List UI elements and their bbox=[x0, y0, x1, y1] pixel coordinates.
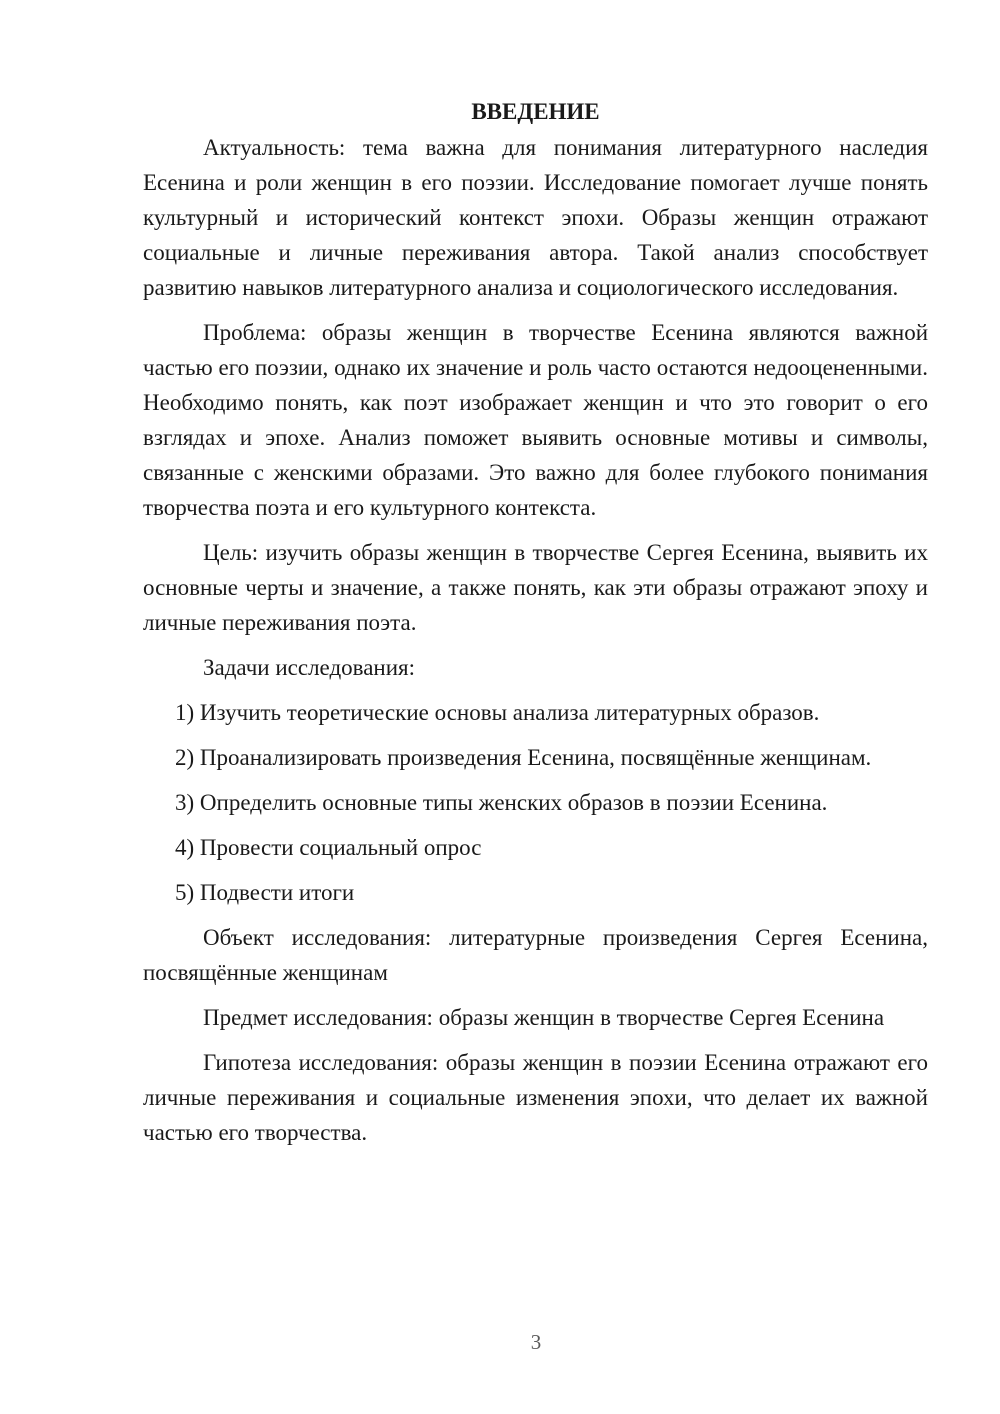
relevance-paragraph: Актуальность: тема важна для понимания литературного наследия Есенина и роли женщин в его поэзии. Исследование помогает лучше понять культурный и исторический контекст эпохи. Образы женщин отражают социальные и личные переживания автора. Такой анализ способствует развитию навыков литературного анализа и социологического исследования. bbox=[143, 135, 928, 300]
page-number: 3 bbox=[530, 1330, 542, 1354]
hypothesis-paragraph: Гипотеза исследования: образы женщин в поэзии Есенина отражают его личные переживания и социальные изменения эпохи, что делает их важной частью его творчества. bbox=[143, 1050, 928, 1145]
problem-paragraph: Проблема: образы женщин в творчестве Есенина являются важной частью его поэзии, однако их значение и роль часто остаются недооцененными. Необходимо понять, как поэт изображает женщин и что это говорит о его взглядах и эпохе. Анализ поможет выявить основные мотивы и символы, связанные с женскими образами. Это важно для более глубокого понимания творчества поэта и его культурного контекста. bbox=[143, 320, 928, 520]
page-content bbox=[143, 94, 928, 1160]
task-item: 3) Определить основные типы женских образов в поэзии Есенина. bbox=[175, 790, 828, 815]
page-title: ВВЕДЕНИЕ bbox=[471, 99, 600, 124]
task-item: 1) Изучить теоретические основы анализа литературных образов. bbox=[175, 700, 820, 725]
object-paragraph: Объект исследования: литературные произведения Сергея Есенина, посвящённые женщинам bbox=[143, 925, 928, 985]
tasks-list bbox=[143, 695, 928, 910]
task-item: 5) Подвести итоги bbox=[175, 880, 355, 905]
goal-paragraph: Цель: изучить образы женщин в творчестве Сергея Есенина, выявить их основные черты и значение, а также понять, как эти образы отражают эпоху и личные переживания поэта. bbox=[143, 540, 928, 635]
tasks-heading: Задачи исследования: bbox=[203, 655, 416, 680]
task-item: 4) Провести социальный опрос bbox=[175, 835, 482, 860]
task-item: 2) Проанализировать произведения Есенина, посвящённые женщинам. bbox=[175, 745, 872, 770]
subject-paragraph: Предмет исследования: образы женщин в творчестве Сергея Есенина bbox=[203, 1005, 885, 1030]
